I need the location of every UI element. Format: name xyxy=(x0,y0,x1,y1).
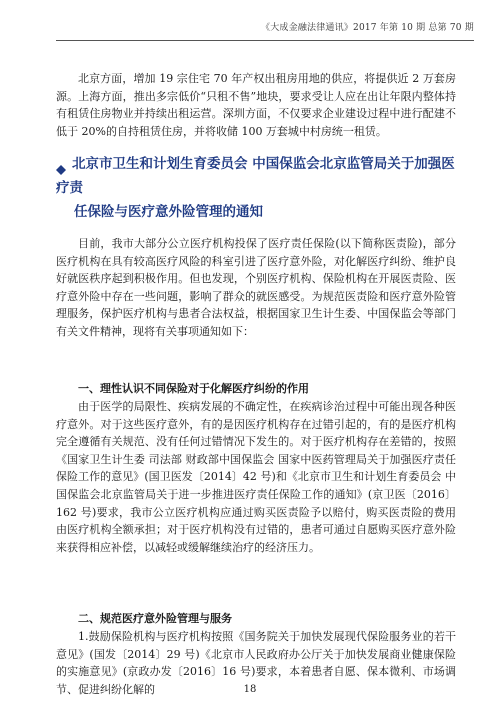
section-title-line1: 北京市卫生和计划生育委员会 中国保监会北京监管局关于加强医疗责 xyxy=(56,156,455,196)
section-title-line2: 任保险与医疗意外险管理的通知 xyxy=(74,204,263,220)
page-number: 18 xyxy=(243,684,257,695)
subheading-two: 二、规范医疗意外险管理与服务 xyxy=(78,612,232,625)
running-header: 《大成金融法律通讯》2017 年第 10 期 总第 70 期 xyxy=(261,23,474,33)
header-rule xyxy=(56,40,474,41)
section-title xyxy=(56,152,466,224)
paragraph-housing-supply: 北京方面，增加 19 宗住宅 70 年产权出租房用地的供应，将提供近 2 万套房源。上海方面，推出多宗低价“只租不售”地块，要求受让人应在出让年限内整体持有租赁住房物业并持续出租运营。深圳方面，不仅要求企业建设过程中进行配建不低于 20%的自持租赁住房，并将收储 100 万套城中村房统一租赁。 xyxy=(56,72,456,138)
diamond-bullet-icon xyxy=(56,159,66,169)
paragraph-section-two: 1.鼓励保险机构与医疗机构按照《国务院关于加快发展现代保险服务业的若干意见》(国发〔2014〕29 号)《北京市人民政府办公厅关于加快发展商业健康保险的实施意见》(京政办发〔2016〕16 号)要求，本着患者自愿、保本微利、市场调节、促进纠纷化解的 xyxy=(56,630,456,696)
subheading-one: 一、理性认识不同保险对于化解医疗纠纷的作用 xyxy=(78,382,309,395)
paragraph-intro: 目前，我市大部分公立医疗机构投保了医疗责任保险(以下简称医责险)，部分医疗机构在具有较高医疗风险的科室引进了医疗意外险，对化解医疗纠纷、维护良好就医秩序起到积极作用。但也发现，个别医疗机构、保险机构在开展医责险、医疗意外险中存在一些问题，影响了群众的就医感受。为规范医责险和医疗意外险管理服务，保护医疗机构与患者合法权益，根据国家卫生计生委、中国保监会等部门有关文件精神，现将有关事项通知如下： xyxy=(56,237,456,338)
paragraph-section-one: 由于医学的局限性、疾病发展的不确定性，在疾病诊治过程中可能出现各种医疗意外。对于这些医疗意外，有的是因医疗机构存在过错引起的，有的是医疗机构完全遵循有关规范、没有任何过错情况下发生的。对于医疗机构存在差错的，按照《国家卫生计生委 司法部 财政部中国保监会 国家中医药管理局关于加强医疗责任保险工作的意见》(国卫医发〔2014〕42 号)和《北京市卫生和计划生育委员会 中国保监会北京监管局关于进一步推进医疗责任保险工作的通知》(京卫医〔2016〕162 号)要求，我市公立医疗机构应通过购买医责险予以赔付，购买医责险的费用由医疗机构全额承担；对于医疗机构没有过错的，患者可通过自愿购买医疗意外险来获得相应补偿，以减轻或缓解继续治疗的经济压力。 xyxy=(56,400,456,554)
